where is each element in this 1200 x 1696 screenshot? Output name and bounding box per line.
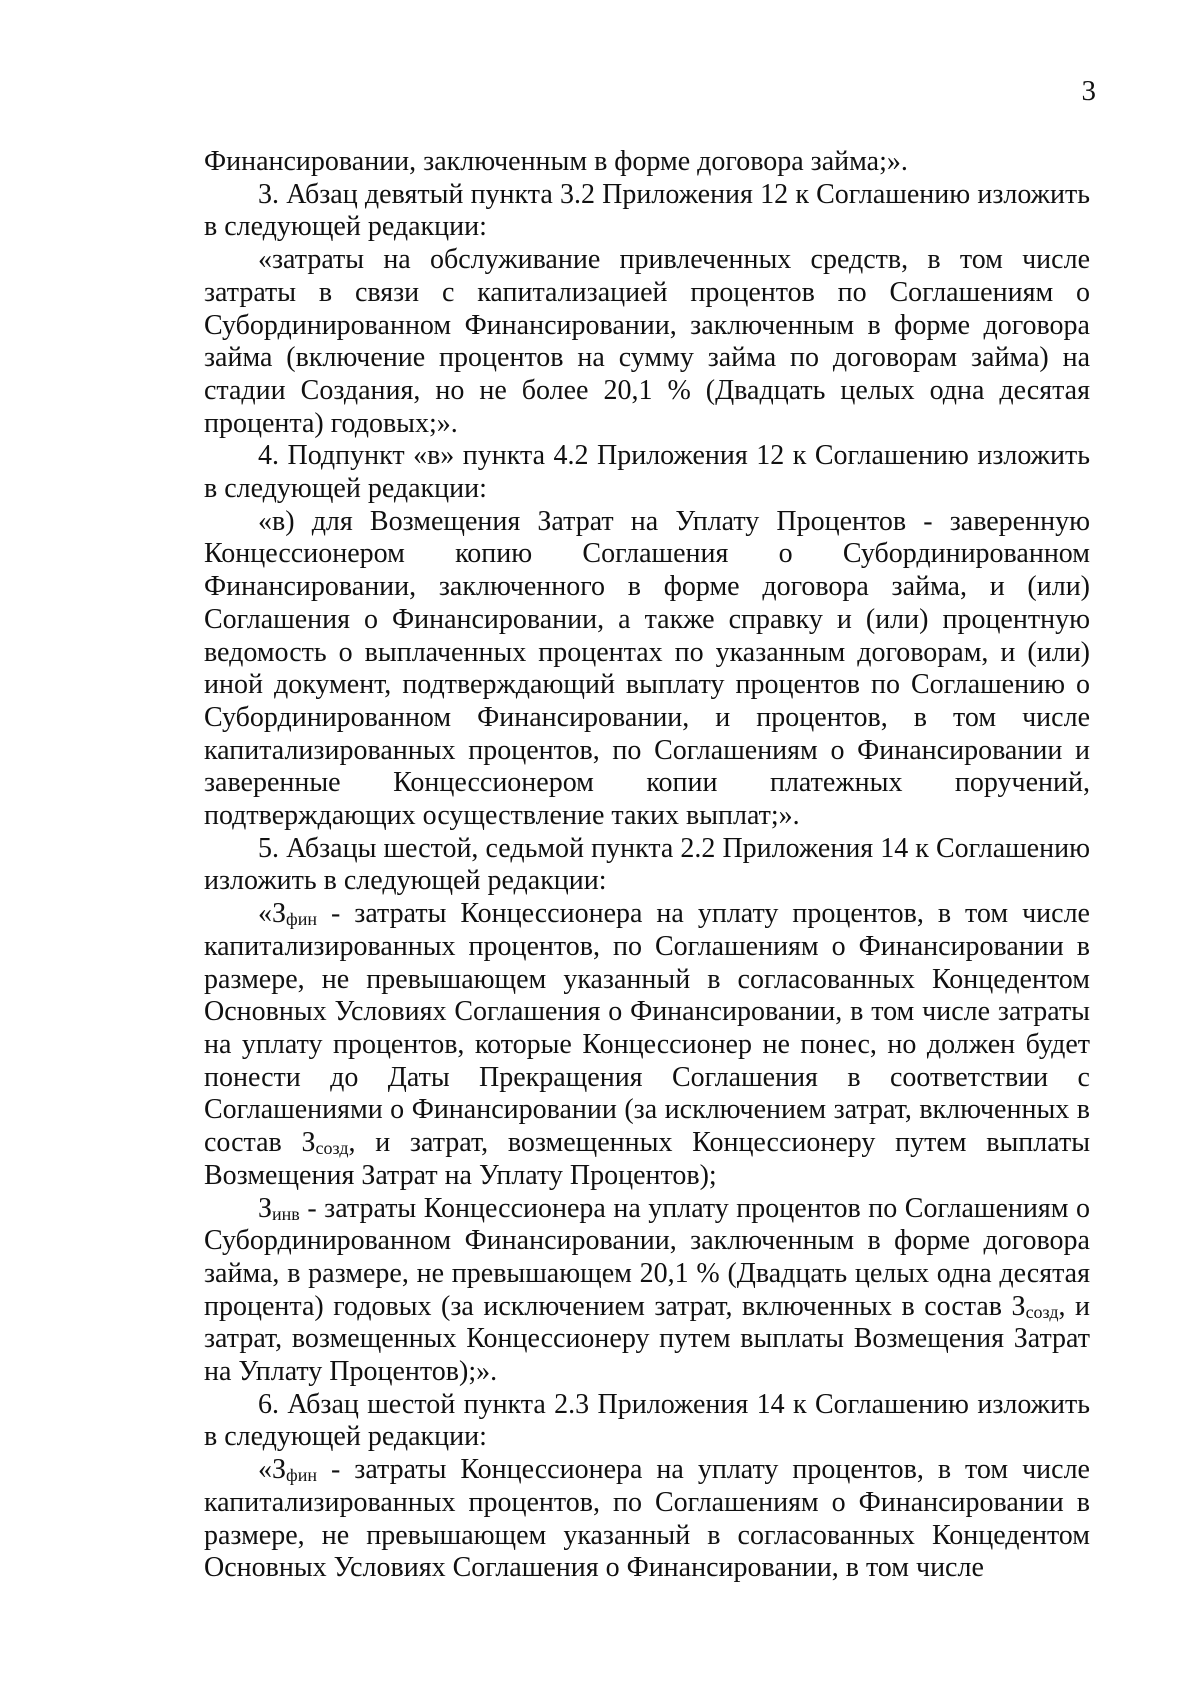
subscript: созд <box>315 1138 349 1159</box>
paragraph-quote-3-2: «затраты на обслуживание привлеченных средств, в том числе затраты в связи с капитализацией процентов по Соглашениям о Субординированном Финансировании, заключенным в форме договора займа (включение процентов на сумму займа по договорам займа) на стадии Создания, но не более 20,1 % (Двадцать целых одна десятая процента) годовых;». <box>204 244 1090 439</box>
paragraph-item-4: 4. Подпункт «в» пункта 4.2 Приложения 12 к Соглашению изложить в следующей редакции: <box>204 440 1090 505</box>
paragraph-item-5: 5. Абзацы шестой, седьмой пункта 2.2 Приложения 14 к Соглашению изложить в следующей редакции: <box>204 832 1090 897</box>
subscript: фин <box>286 1465 317 1486</box>
document-body <box>204 146 1090 1585</box>
paragraph-z-inv-2-2 <box>204 1193 1090 1389</box>
text-segment: - затраты Концессионера на уплату процентов по Соглашениям о Субординированном Финансировании, заключенным в форме договора займа, в размере, не превышающем 20,1 % (Двадцать целых одна десятая процента) годовых (за исключением затрат, включенных в состав З <box>204 1192 1090 1322</box>
paragraph-item-6: 6. Абзац шестой пункта 2.3 Приложения 14 к Соглашению изложить в следующей редакции: <box>204 1388 1090 1453</box>
text-segment: , и затрат, возмещенных Концессионеру путем выплаты Возмещения Затрат на Уплату Процентов); <box>204 1127 1091 1191</box>
subscript: фин <box>286 909 317 930</box>
text-segment: «З <box>258 1454 287 1486</box>
paragraph-continuation: Финансировании, заключенным в форме договора займа;». <box>204 146 908 177</box>
text-segment: - затраты Концессионера на уплату процентов, в том числе капитализированных процентов, по Соглашениям о Финансировании в размере, не превышающем указанный в согласованных Концедентом Основных Условиях Соглашения о Финансировании, в том числе затраты на уплату процентов, которые Концессионер не понес, но должен будет понести до Даты Прекращения Соглашения в соответствии с Соглашениями о Финансировании (за исключением затрат, включенных в состав З <box>204 898 1090 1159</box>
paragraph-z-fin-2-2 <box>204 898 1090 1192</box>
text-segment: - затраты Концессионера на уплату процентов, в том числе капитализированных процентов, по Соглашениям о Финансировании в размере, не превышающем указанный в согласованных Концедентом Основных Условиях Соглашения о Финансировании, в том числе <box>204 1454 1090 1584</box>
subscript: инв <box>272 1203 300 1224</box>
text-segment: «З <box>258 898 287 930</box>
paragraph-quote-4-2: «в) для Возмещения Затрат на Уплату Процентов - заверенную Концессионером копию Соглашения о Субординированном Финансировании, заключенного в форме договора займа, и (или) Соглашения о Финансировании, а также справку и (или) процентную ведомость о выплаченных процентах по указанным договорам, и (или) иной документ, подтверждающий выплату процентов по Соглашению о Субординированном Финансировании, и процентов, в том числе капитализированных процентов, по Соглашениям о Финансировании и заверенные Концессионером копии платежных поручений, подтверждающих осуществление таких выплат;». <box>204 505 1090 832</box>
text-segment: , и затрат, возмещенных Концессионеру путем выплаты Возмещения Затрат на Уплату Процентов);». <box>204 1290 1091 1388</box>
paragraph-z-fin-2-3 <box>204 1454 1090 1585</box>
text-segment: З <box>258 1192 273 1224</box>
page-number: 3 <box>1081 75 1096 107</box>
subscript: созд <box>1025 1301 1059 1322</box>
paragraph-item-3: 3. Абзац девятый пункта 3.2 Приложения 12 к Соглашению изложить в следующей редакции: <box>204 178 1090 243</box>
